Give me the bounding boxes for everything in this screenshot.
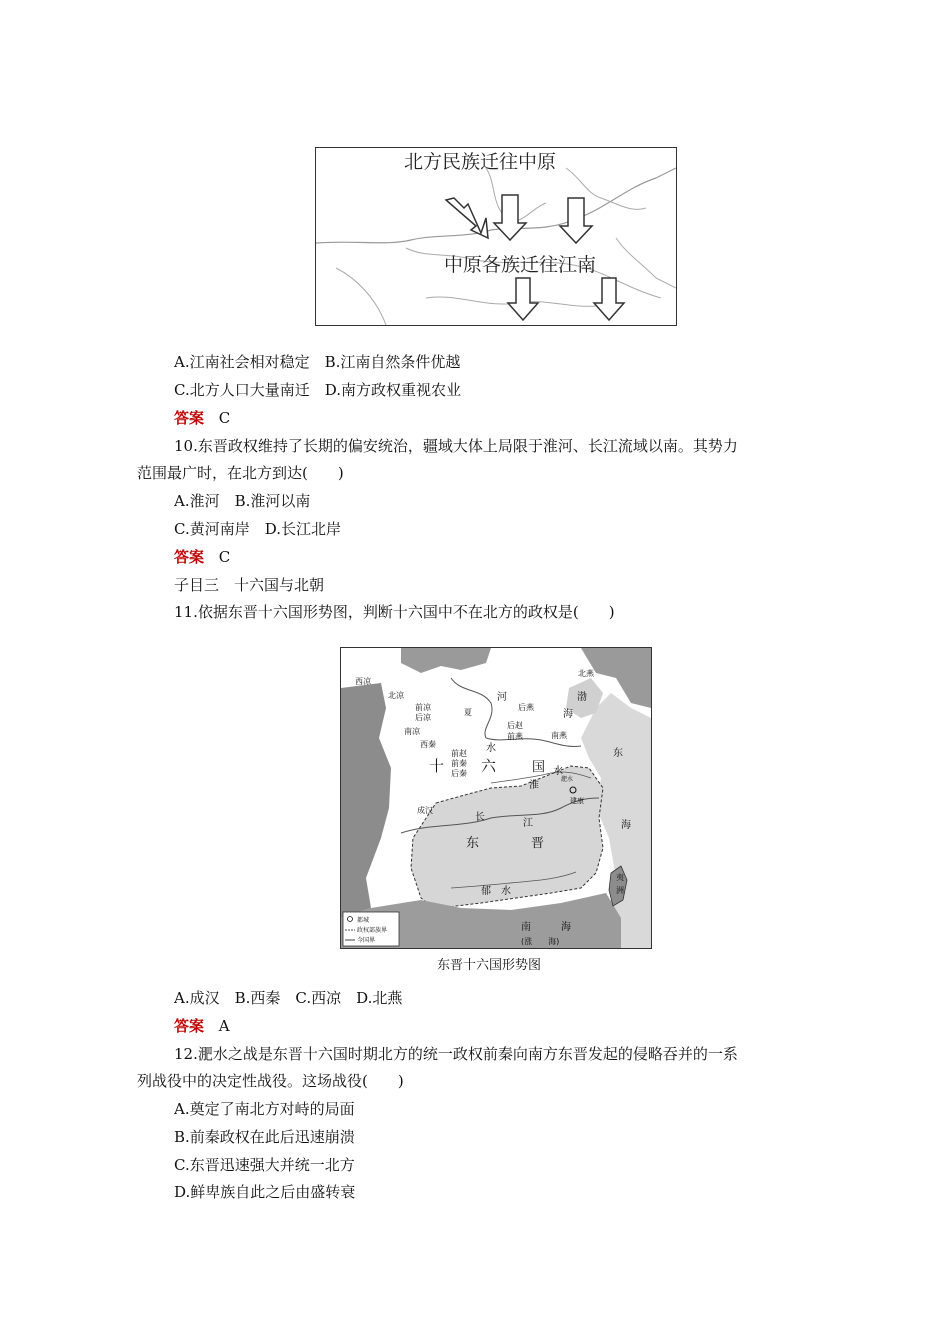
q11-options: A.成汉 B.西秦 C.西凉 D.北燕 [174, 989, 403, 1007]
label-houyan: 后燕 [518, 703, 534, 712]
label-shui3: 水 [501, 886, 511, 897]
answer-label: 答案 [174, 409, 205, 427]
q11-answer [174, 1016, 230, 1036]
label-shui2: 水 [553, 766, 563, 777]
arrow-down-icon [594, 278, 624, 320]
label-dong: 东 [466, 836, 480, 851]
map1-label-south: 中原各族迁往江南 [444, 254, 597, 276]
label-jiang: 江 [523, 818, 533, 829]
label-houqin: 后秦 [451, 769, 467, 778]
label-yu: 郁 [481, 886, 491, 897]
label-feishui: 淝水 [561, 776, 574, 783]
label-houzhao: 后赵 [507, 721, 523, 730]
q12-stem-line2: 列战役中的决定性战役。这场战役( ) [137, 1072, 404, 1090]
label-qianyan: 前燕 [507, 732, 523, 741]
label-qianqin: 前秦 [451, 759, 467, 768]
label-beiyan: 北燕 [578, 669, 594, 678]
label-zhou: 洲 [616, 886, 624, 895]
q11-stem: 11.依据东晋十六国形势图，判断十六国中不在北方的政权是( ) [174, 603, 615, 621]
migration-map [315, 147, 677, 326]
label-he: 河 [497, 692, 507, 703]
label-qianzhao: 前赵 [451, 749, 467, 758]
label-chenghan: 成汉 [417, 806, 433, 815]
arrow-down-icon [494, 195, 526, 240]
label-shi: 十 [429, 757, 445, 775]
q9-options-line2: C.北方人口大量南迁 D.南方政权重视农业 [174, 381, 461, 399]
label-nanyan: 南燕 [551, 731, 567, 740]
label-liu: 六 [481, 757, 497, 775]
q12-option-d: D.鲜卑族自此之后由盛转衰 [174, 1183, 356, 1201]
q12-option-c: C.东晋迅速强大并统一北方 [174, 1156, 355, 1174]
map1-label-north: 北方民族迁往中原 [404, 151, 557, 173]
q10-options-line2: C.黄河南岸 D.长江北岸 [174, 520, 341, 538]
q10-answer [174, 547, 230, 567]
label-bo: 渤 [577, 692, 587, 703]
q12-option-a: A.奠定了南北方对峙的局面 [174, 1100, 355, 1118]
map-legend [343, 912, 399, 946]
label-chang: 长 [475, 812, 485, 823]
label-hai: 海 [563, 709, 573, 720]
q9-answer [174, 408, 230, 428]
q10-stem-line1: 10.东晋政权维持了长期的偏安统治，疆域大体上局限于淮河、长江流域以南。其势力 [174, 437, 738, 455]
q10-stem-line2: 范围最广时，在北方到达( ) [137, 464, 344, 482]
arrow-down-icon [446, 198, 488, 238]
answer-value: A [218, 1017, 230, 1035]
east-jin-sixteen-kingdoms-map [340, 647, 652, 949]
arrow-down-icon [508, 278, 538, 320]
q12-stem-line1: 12.淝水之战是东晋十六国时期北方的统一政权前秦向南方东晋发起的侵略吞并的一系 [174, 1045, 738, 1063]
label-nan: 南 [521, 922, 531, 933]
label-donghai-hai: 海 [621, 820, 631, 831]
label-beiliang: 北凉 [388, 691, 404, 700]
label-qianliang: 前凉 [415, 703, 431, 712]
label-shui: 水 [486, 743, 496, 754]
answer-label: 答案 [174, 1017, 205, 1035]
label-xia: 夏 [464, 708, 472, 717]
legend-boundary: 政权部族界 [357, 927, 388, 934]
q12-option-b: B.前秦政权在此后迅速崩溃 [174, 1128, 355, 1146]
label-jiankang: 建康 [570, 797, 584, 805]
historical-map-graphic [341, 648, 651, 948]
answer-value: C [218, 409, 231, 427]
label-houliang: 后凉 [415, 713, 431, 722]
map-caption: 东晋十六国形势图 [437, 958, 542, 973]
answer-value: C [218, 548, 231, 566]
label-donghai-dong: 东 [613, 748, 623, 759]
label-jin: 晋 [531, 836, 545, 851]
migration-map-graphic [316, 148, 676, 325]
answer-label: 答案 [174, 548, 205, 566]
section-title: 子目三 十六国与北朝 [174, 576, 325, 594]
q10-options-line1: A.淮河 B.淮河以南 [174, 492, 311, 510]
legend-modern: 今国界 [357, 937, 376, 944]
legend-capital: 都城 [357, 917, 370, 924]
label-zhanghai: (涨 海) [521, 937, 560, 946]
arrow-down-icon [560, 198, 592, 243]
label-yi: 夷 [616, 873, 624, 882]
q9-options-line1: A.江南社会相对稳定 B.江南自然条件优越 [174, 353, 461, 371]
label-xiqin: 西秦 [420, 740, 436, 749]
label-guo: 国 [532, 760, 546, 775]
label-hai2: 海 [561, 922, 571, 933]
label-huai: 淮 [529, 780, 539, 791]
label-nanliang: 南凉 [404, 727, 420, 736]
label-xiliang: 西凉 [355, 677, 371, 686]
